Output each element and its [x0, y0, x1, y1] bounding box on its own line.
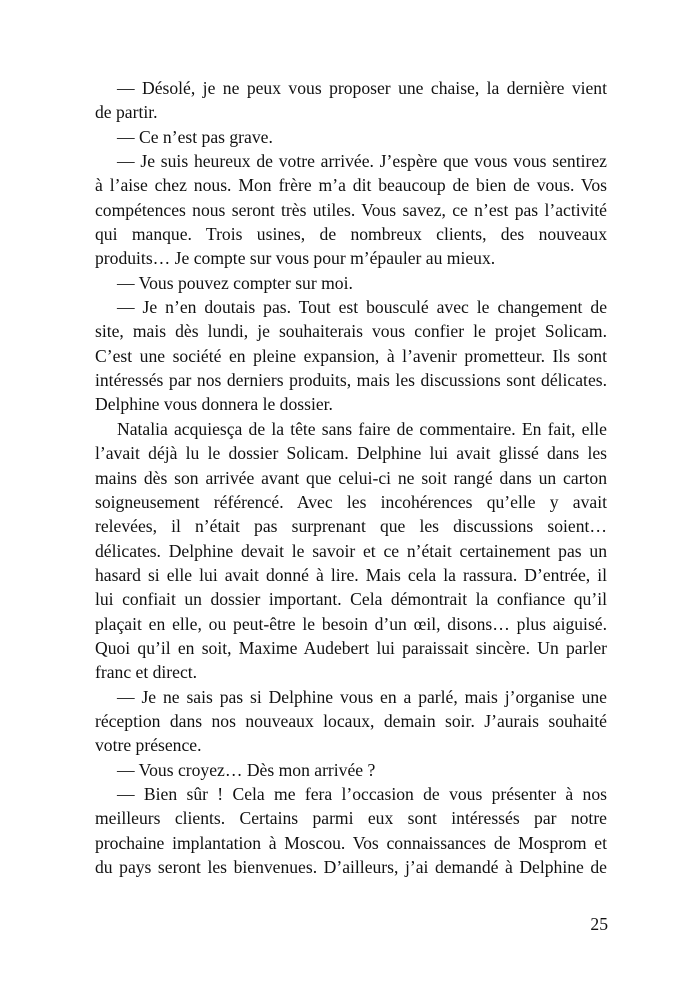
- text-line: du pays seront les bienvenues. D’ailleurs, j’ai demandé à Delphine de: [95, 857, 607, 877]
- text-line: Delphine vous donnera le dossier.: [95, 394, 333, 415]
- text-line: Natalia acquiesça de la tête sans faire de commentaire. En fait, elle: [117, 418, 607, 439]
- text-line: à l’aise chez nous. Mon frère m’a dit beaucoup de bien de vous. Vos: [95, 175, 607, 196]
- text-line: — Je n’en doutais pas. Tout est bousculé avec le changement de: [117, 297, 607, 318]
- text-line: de partir.: [95, 102, 158, 123]
- text-line: C’est une société en pleine expansion, à l’avenir prometteur. Ils sont: [95, 345, 607, 366]
- text-line: soigneusement référencé. Avec les incohérences qu’elle y avait: [95, 491, 607, 512]
- text-line: meilleurs clients. Certains parmi eux sont intéressés par notre: [95, 808, 607, 829]
- text-line: réception dans nos nouveaux locaux, demain soir. J’aurais souhaité: [95, 710, 607, 731]
- text-line: site, mais dès lundi, je souhaiterais vous confier le projet Solicam.: [95, 321, 607, 342]
- text-line: — Je suis heureux de votre arrivée. J’espère que vous vous sentirez: [117, 151, 607, 172]
- text-line: compétences nous seront très utiles. Vous savez, ce n’est pas l’activité: [95, 199, 607, 220]
- text-line: — Désolé, je ne peux vous proposer une chaise, la dernière vient: [117, 78, 607, 98]
- text-line: l’avait déjà lu le dossier Solicam. Delphine lui avait glissé dans les: [95, 443, 607, 464]
- text-line: plaçait en elle, ou peut-être le besoin d’un œil, disons… plus aiguisé.: [95, 613, 607, 634]
- text-line: relevées, il n’était pas surprenant que les discussions soient…: [95, 516, 607, 537]
- text-line: — Vous pouvez compter sur moi.: [117, 272, 353, 293]
- text-line: produits… Je compte sur vous pour m’épauler au mieux.: [95, 248, 496, 269]
- text-line: — Ce n’est pas grave.: [117, 126, 273, 147]
- text-line: — Vous croyez… Dès mon arrivée ?: [117, 759, 376, 780]
- text-line: qui manque. Trois usines, de nombreux clients, des nouveaux: [95, 224, 607, 245]
- text-line: hasard si elle lui avait donné à lire. Mais cela la rassura. D’entrée, il: [95, 564, 607, 585]
- text-line: prochaine implantation à Moscou. Vos connaissances de Mosprom et: [95, 832, 607, 853]
- page-number: 25: [590, 914, 608, 934]
- text-line: délicates. Delphine devait le savoir et ce n’était certainement pas un: [95, 540, 607, 561]
- text-line: votre présence.: [95, 735, 202, 756]
- page-body-text: [95, 76, 607, 879]
- text-line: mains dès son arrivée avant que celui-ci ne soit rangé dans un carton: [95, 467, 607, 488]
- text-line: lui confiait un dossier important. Cela démontrait la confiance qu’il: [95, 589, 607, 610]
- text-line: intéressés par nos derniers produits, mais les discussions sont délicates.: [95, 370, 607, 391]
- text-line: Quoi qu’il en soit, Maxime Audebert lui paraissait sincère. Un parler: [95, 637, 607, 658]
- text-line: franc et direct.: [95, 662, 198, 683]
- text-line: — Bien sûr ! Cela me fera l’occasion de vous présenter à nos: [117, 783, 607, 804]
- text-line: — Je ne sais pas si Delphine vous en a parlé, mais j’organise une: [117, 686, 607, 707]
